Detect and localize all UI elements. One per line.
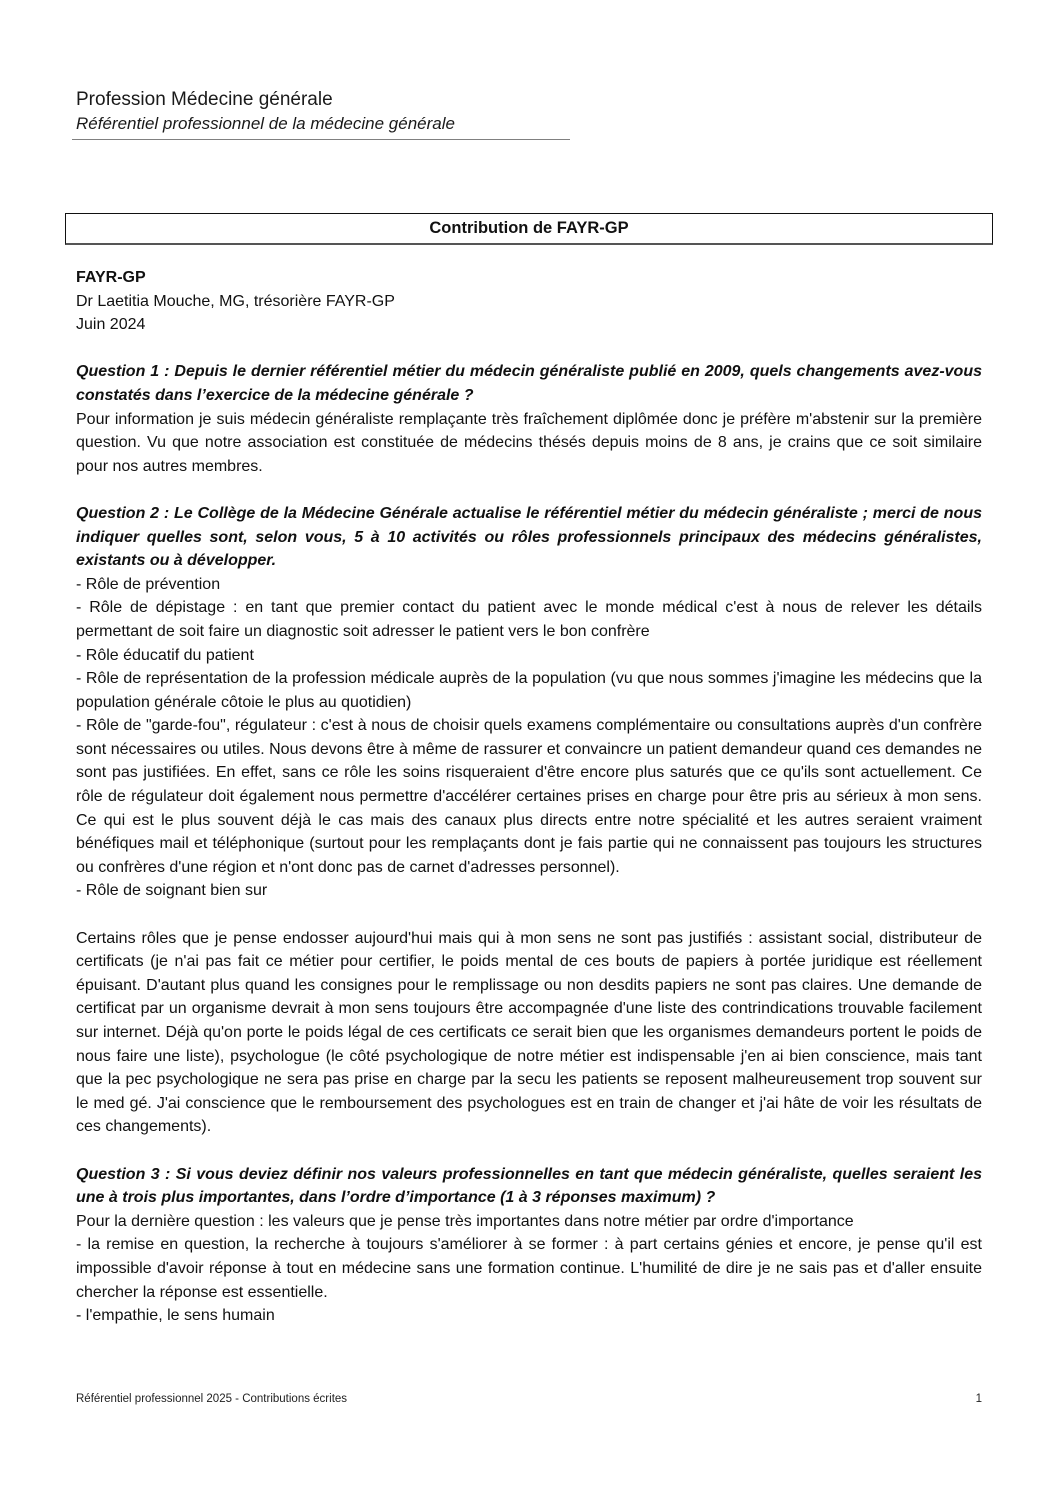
question-1: Question 1 : Depuis le dernier référentiel métier du médecin généraliste publié en 2009, quels changements avez-vous constatés dans l’exercice de la médecine générale ? [76,363,982,404]
value-item: - l'empathie, le sens humain [76,1307,275,1325]
footer-label: Référentiel professionnel 2025 - Contributions écrites [76,1393,348,1405]
question-2: Question 2 : Le Collège de la Médecine Générale actualise le référentiel métier du médecin généraliste ; merci de nous indiquer quelles sont, selon vous, 5 à 10 activités ou rôles professionnels principaux des médecins généralistes, existants ou à développer. [76,504,982,570]
role-item: - Rôle de "garde-fou", régulateur : c'est à nous de choisir quels examens complémentaire ou consultations auprès d'un confrère sont nécessaires ou utiles. Nous devons être à même de rassurer et convaincre un patient demandeur quand ces demandes ne sont pas justifiées. En effet, sans ce rôle les soins risqueraient d'être encore plus saturés que ce qu'ils sont actuellement. Ce rôle de régulateur doit également nous permettre d'accélérer certaines prises en charge pour être pris au sérieux à mon sens. Ce qui est le plus souvent déjà le cas mais des canaux plus directs entre notre spécialité et les autres seraient vraiment bénéfiques mail et téléphonique (surtout pour les remplaçants dont je fais partie qui ne connaissent pas toujours les structures ou confrères d'une région et n'ont donc pas de carnet d'adresses personnel). [76,717,982,876]
role-item: - Rôle de prévention [76,575,221,593]
author-line: Dr Laetitia Mouche, MG, trésorière FAYR-GP [76,292,395,310]
header-title: Profession Médecine générale [76,89,333,110]
contribution-title-box [65,213,993,245]
answer-2-extra: Certains rôles que je pense endosser aujourd'hui mais qui à mon sens ne sont pas justifiés : assistant social, distributeur de certificats (je n'ai pas fait ce métier pour certifier, le poids mental de ces bouts de papiers à portée juridique est réellement épuisant. D'autant plus quand les consignes pour le remplissage ou non desdits papiers ne sont pas claires. Une demande de certificat par un organisme devrait à mon sens toujours être accompagnée d'une liste des contrindications trouvable facilement sur internet. Déjà qu'on porte le poids légal de ces certificats ce serait bien que les organismes demandeurs portent le poids de nous faire une liste), psychologue (le côté psychologique de notre métier est indispensable j'en ai bien conscience, mais tant que la pec psychologique ne sera pas prise en charge par la secu les patients se reposent malheureusement trop souvent sur le med gé. J'ai conscience que le remboursement des psychologues est en train de changer et j'ai hâte de voir les résultats de ces changements). [76,929,982,1136]
page-number: 1 [975,1393,982,1405]
question-3: Question 3 : Si vous deviez définir nos valeurs professionnelles en tant que médecin généraliste, quelles seraient les une à trois plus importantes, dans l’ordre d’importance (1 à 3 réponses maximum) ? [76,1165,982,1207]
answer-1: Pour information je suis médecin généraliste remplaçante très fraîchement diplômée donc je préfère m'abstenir sur la première question. Vu que notre association est constituée de médecins thésés depuis moins de 8 ans, je crains que ce soit similaire pour nos autres membres. [76,410,982,475]
role-item: - Rôle éducatif du patient [76,646,254,664]
role-item: - Rôle de dépistage : en tant que premier contact du patient avec le monde médical c'est à nous de relever les détails permettant de soit faire un diagnostic soit adresser le patient vers le bon confrère [76,599,982,640]
date-line: Juin 2024 [76,316,146,334]
organization-name: FAYR-GP [76,269,146,286]
role-item: - Rôle de soignant bien sur [76,882,268,900]
header-subtitle: Référentiel professionnel de la médecine générale [76,114,455,133]
value-item: - la remise en question, la recherche à toujours s'améliorer à se former : à part certains génies et encore, je pense qu'il est impossible d'avoir réponse à tout en médecine sans une formation continue. L'humilité de dire je ne sais pas et d'aller ensuite chercher la réponse est essentielle. [76,1236,982,1301]
header-divider [72,139,570,140]
document-body [76,266,982,1328]
contribution-title: Contribution de FAYR-GP [429,219,629,237]
answer-3-intro: Pour la dernière question : les valeurs que je pense très importantes dans notre métier par ordre d'importance [76,1212,854,1230]
role-item: - Rôle de représentation de la profession médicale auprès de la population (vu que nous sommes j'imagine les médecins que la population générale côtoie le plus au quotidien) [76,670,982,711]
running-header [76,88,570,136]
page-footer [76,1393,982,1405]
